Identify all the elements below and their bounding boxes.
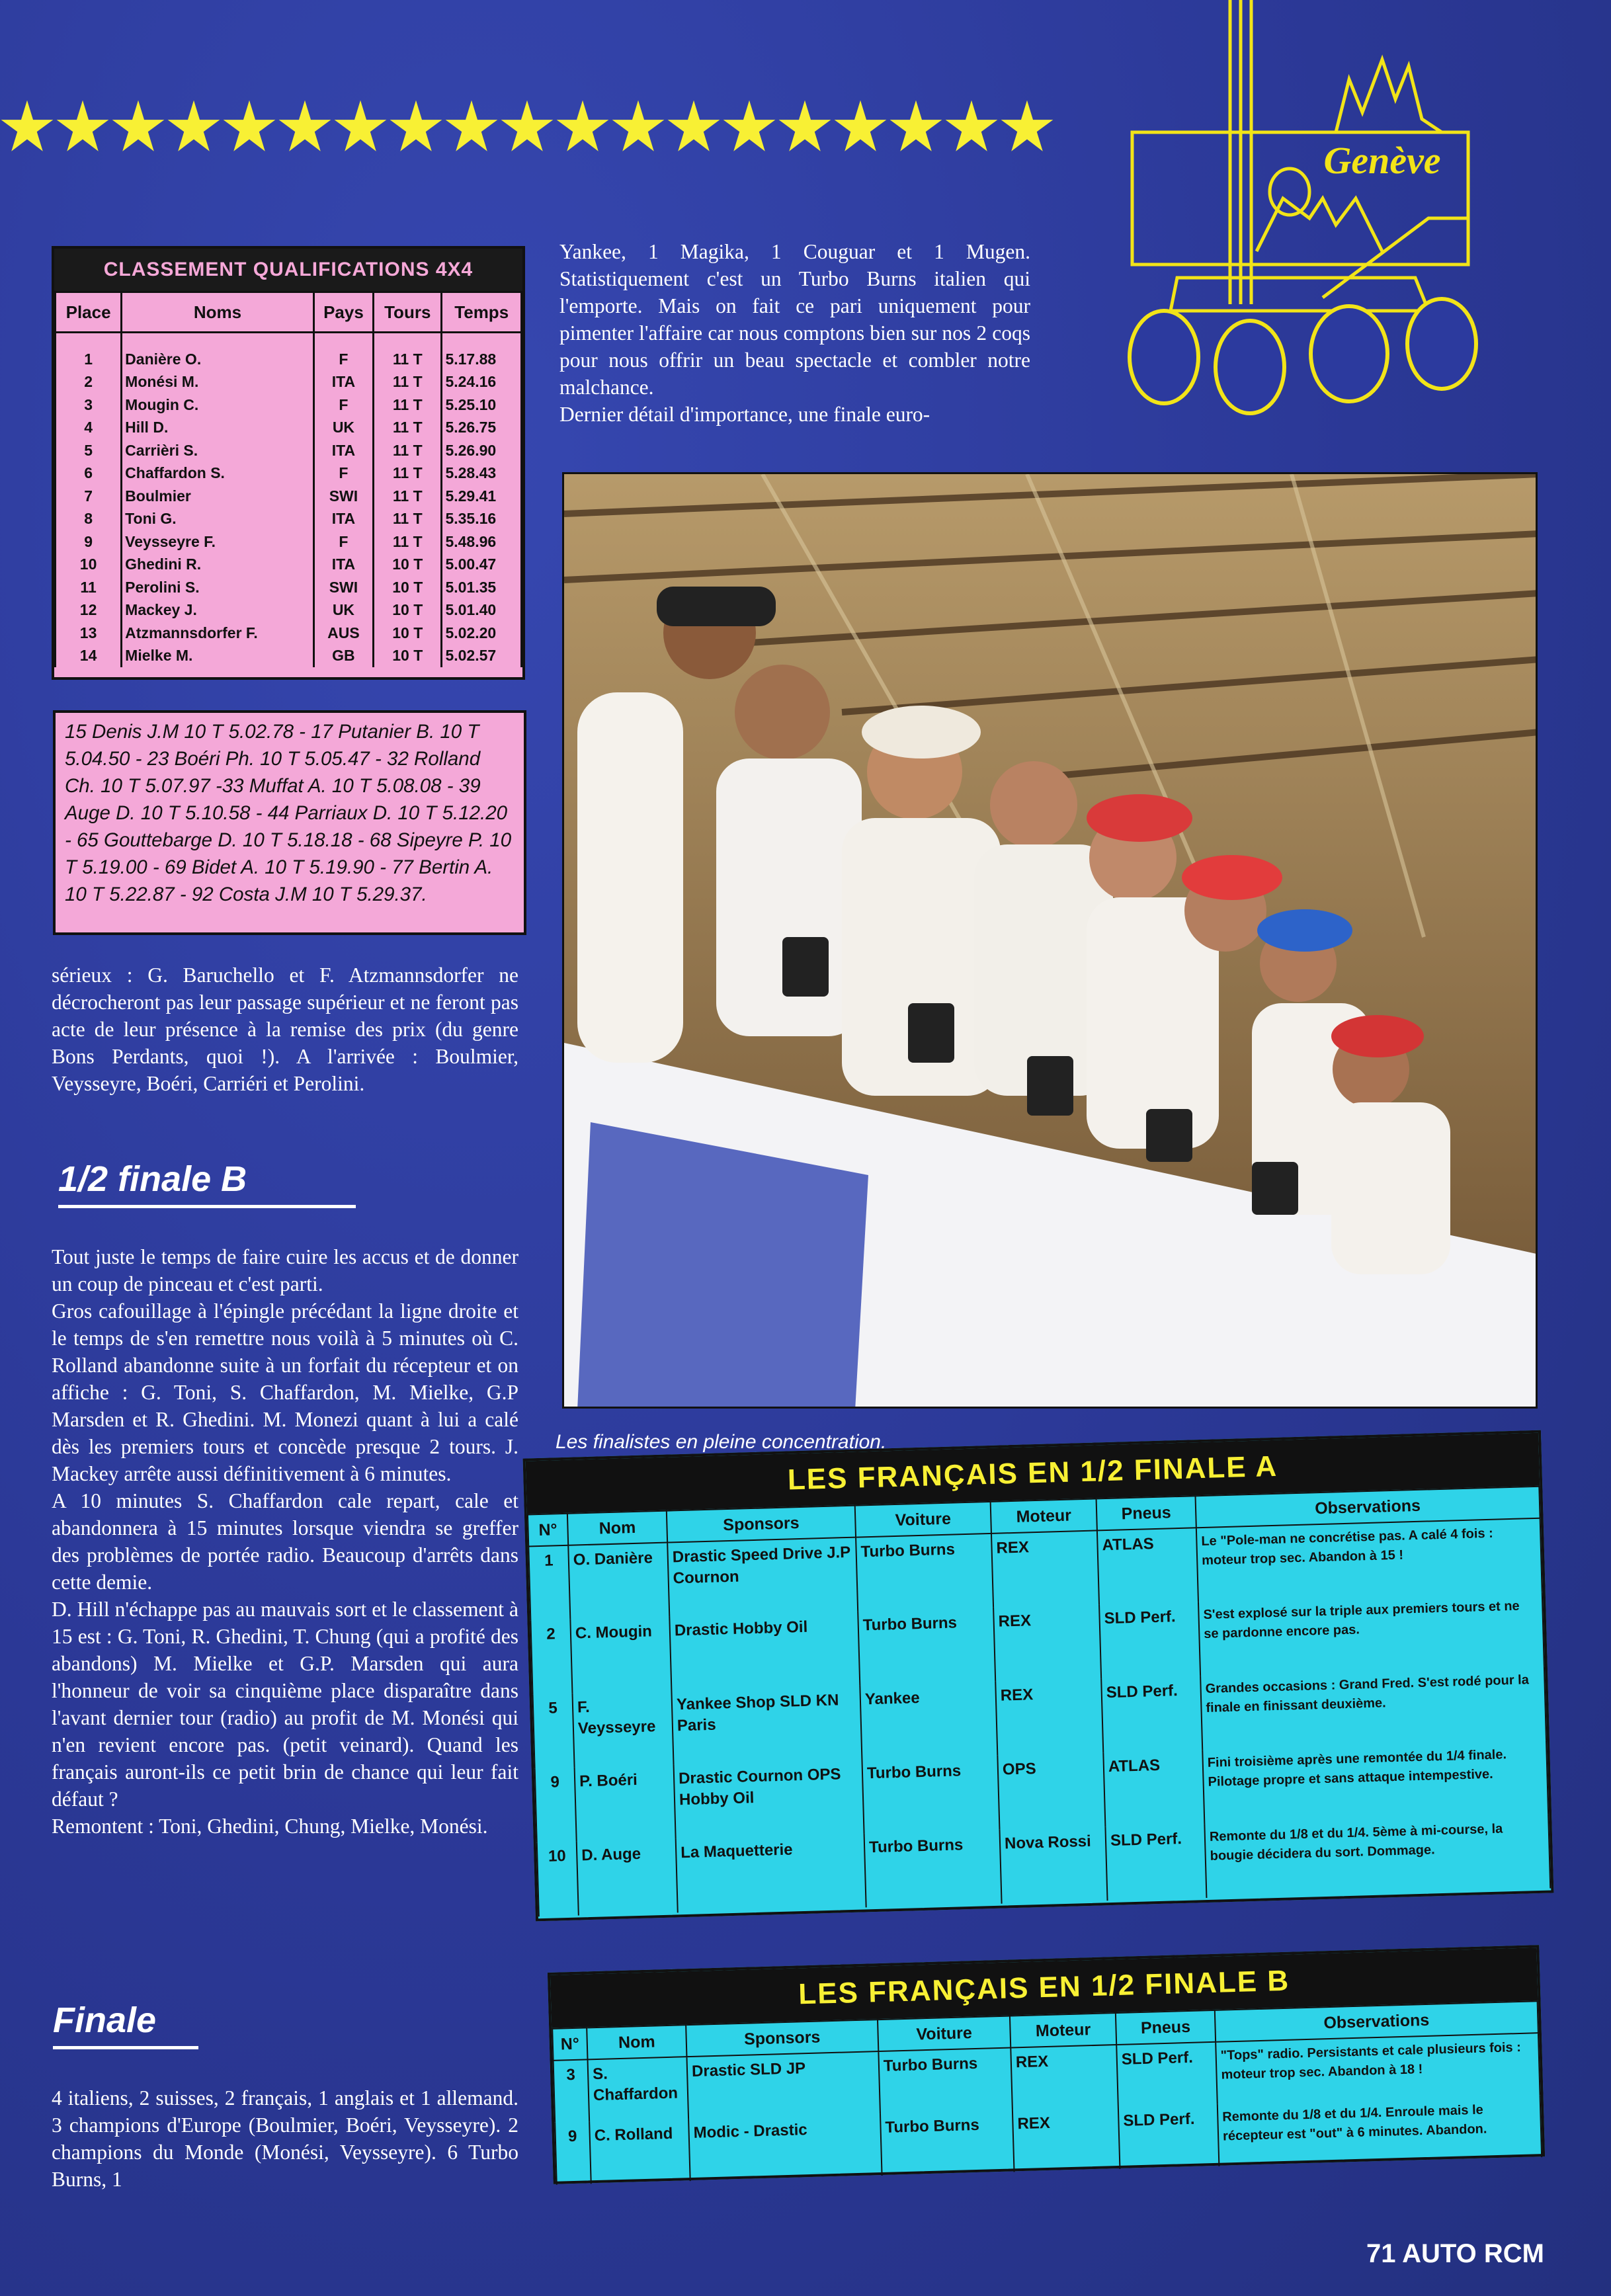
table-cell: SLD Perf. xyxy=(1099,1602,1200,1678)
star-icon xyxy=(167,99,221,153)
table-cell: OPS xyxy=(997,1752,1105,1829)
star-icon xyxy=(778,99,832,153)
qualification-title: CLASSEMENT QUALIFICATIONS 4X4 xyxy=(54,249,522,291)
paragraph: Yankee, 1 Magika, 1 Couguar et 1 Mugen. Statistiquement c'est un Turbo Burns italien qui l'emporte. Mais on fait ce pari uniquement pour pimenter l'affaire car nous comptons bien sur nos 2 coqs pour nous offrir un beau spectacle et combler notre malchance. xyxy=(559,240,1030,399)
table-cell: 5.26.90 xyxy=(442,439,522,462)
table-cell: 11 T xyxy=(374,462,442,485)
table-cell: Drastic Speed Drive J.P Cournon xyxy=(667,1538,858,1617)
table-cell: REX xyxy=(993,1604,1101,1681)
table-cell: Yankee Shop SLD KN Paris xyxy=(671,1686,862,1765)
star-icon xyxy=(278,99,332,153)
table-cell: 10 T xyxy=(374,576,442,599)
table-cell: 5.25.10 xyxy=(442,393,522,417)
table-row xyxy=(56,371,522,394)
table-cell: C. Mougin xyxy=(570,1617,671,1694)
table-cell: REX xyxy=(1011,2045,1118,2110)
table-row xyxy=(56,554,522,577)
table-cell: SWI xyxy=(313,485,373,508)
table-cell: "Tops" radio. Persistants et cale plusieurs fois : moteur trop sec. Abandon à 18 ! xyxy=(1216,2033,1540,2104)
table-cell: Le "Pole-man ne concrétise pas. A calé 4 fois : moteur trop sec. Abandon à 15 ! xyxy=(1196,1518,1542,1602)
table-cell: Danière O. xyxy=(122,333,314,371)
table-cell: F xyxy=(313,393,373,417)
table-row xyxy=(56,333,522,371)
table-row xyxy=(56,622,522,645)
paragraph: Tout juste le temps de faire cuire les accus et de donner un coup de pinceau et c'est parti. xyxy=(52,1245,518,1295)
table-cell: 10 T xyxy=(374,599,442,622)
table-cell: 10 xyxy=(56,554,122,577)
table-cell: Mackey J. xyxy=(122,599,314,622)
table-cell: 11 T xyxy=(374,485,442,508)
paragraph: A 10 minutes S. Chaffardon cale repart, cale et abandonnera à 15 minutes lorsque viendra se greffer des problèmes de portée radio. Beaucoup d'arrêts dans cette demie. xyxy=(52,1489,518,1594)
table-cell: 11 T xyxy=(374,530,442,554)
table-cell: ITA xyxy=(313,508,373,531)
table-cell: Mougin C. xyxy=(122,393,314,417)
table-cell: Turbo Burns xyxy=(856,1534,993,1612)
table-cell: 7 xyxy=(56,485,122,508)
star-icon xyxy=(889,99,943,153)
table-cell: 13 xyxy=(56,622,122,645)
star-icon xyxy=(222,99,276,153)
table-cell: SLD Perf. xyxy=(1118,2104,1219,2169)
table-cell: 1 xyxy=(528,1545,570,1621)
table-cell: 11 xyxy=(56,576,122,599)
table-cell: 5 xyxy=(532,1694,574,1769)
column-header: Pneus xyxy=(1116,2010,1216,2045)
column-header: N° xyxy=(528,1514,568,1547)
table-cell: Hill D. xyxy=(122,417,314,440)
table-cell: 5.00.47 xyxy=(442,554,522,577)
table-demi-finale-a xyxy=(523,1430,1554,1922)
table-cell: REX xyxy=(1012,2107,1120,2172)
table-cell: 11 T xyxy=(374,393,442,417)
table-cell: Drastic Hobby Oil xyxy=(669,1612,860,1691)
column-header: Voiture xyxy=(878,2016,1011,2052)
qualification-table xyxy=(52,246,525,680)
table-cell: F xyxy=(313,333,373,371)
table-cell: 4 xyxy=(56,417,122,440)
column-header: Sponsors xyxy=(667,1506,856,1543)
column-header: Nom xyxy=(587,2025,686,2059)
table-cell: C. Rolland xyxy=(589,2119,690,2184)
column-header: Sponsors xyxy=(686,2020,878,2057)
table-row xyxy=(56,393,522,417)
paragraph: Dernier détail d'importance, une finale euro- xyxy=(559,403,930,426)
table-cell: Turbo Burns xyxy=(878,2047,1012,2113)
table-cell: 10 T xyxy=(374,554,442,577)
table-cell: F xyxy=(313,530,373,554)
star-icon xyxy=(56,99,110,153)
table-b-title: LES FRANÇAIS EN 1/2 FINALE B xyxy=(550,1948,1538,2028)
column-header: Temps xyxy=(442,292,522,333)
table-cell: 5 xyxy=(56,439,122,462)
table-cell: 5.01.40 xyxy=(442,599,522,622)
paragraph: Remontent : Toni, Ghedini, Chung, Mielke, Monési. xyxy=(52,1815,488,1838)
star-icon xyxy=(111,99,165,153)
table-cell: 14 xyxy=(56,645,122,668)
table-cell: 2 xyxy=(56,371,122,394)
table-cell: 2 xyxy=(530,1620,572,1695)
star-icon xyxy=(444,99,499,153)
table-cell: ITA xyxy=(313,371,373,394)
table-cell: S. Chaffardon xyxy=(588,2057,689,2121)
table-row xyxy=(56,645,522,668)
demi-finale-b-text xyxy=(52,1243,518,1840)
column-header: Nom xyxy=(567,1511,667,1545)
paragraph-finale: 4 italiens, 2 suisses, 2 français, 1 anglais et 1 allemand. 3 champions d'Europe (Boulmier, Boéri, Veysseyre). 2 champions du Monde (Monési, Veysseyre). 6 Turbo Burns, 1 xyxy=(52,2086,518,2191)
table-row xyxy=(56,508,522,531)
table-cell: Chaffardon S. xyxy=(122,462,314,485)
table-cell: REX xyxy=(991,1530,1099,1607)
table-cell: 5.35.16 xyxy=(442,508,522,531)
column-header: Pays xyxy=(313,292,373,333)
table-a-title: LES FRANÇAIS EN 1/2 FINALE A xyxy=(526,1433,1540,1514)
table-cell: Ghedini R. xyxy=(122,554,314,577)
table-cell: 11 T xyxy=(374,508,442,531)
table-cell: Turbo Burns xyxy=(864,1830,1002,1908)
table-cell: Atzmannsdorfer F. xyxy=(122,622,314,645)
table-cell: F xyxy=(313,462,373,485)
table-cell: Turbo Burns xyxy=(858,1608,995,1686)
table-row xyxy=(56,485,522,508)
table-cell: 8 xyxy=(56,508,122,531)
table-cell: S'est explosé sur la triple aux premiers tours et ne se pardonne encore pas. xyxy=(1198,1592,1544,1676)
table-cell: Remonte du 1/8 et du 1/4. Enroule mais le récepteur est "out" à 6 minutes. Abandon. xyxy=(1218,2095,1542,2166)
paragraph-serieux: sérieux : G. Baruchello et F. Atzmannsdorfer ne décrocheront pas leur passage supérieur et ne feront pas acte de leur présence à la remise des prix (du genre Bons Perdants, quoi !). A l'arrivée : Boulmier, Veysseyre, Boéri, Carriéri et Perolini. xyxy=(52,964,518,1095)
table-cell: ATLAS xyxy=(1097,1528,1198,1604)
table-cell: Boulmier xyxy=(122,485,314,508)
extra-results-box: 15 Denis J.M 10 T 5.02.78 - 17 Putanier B. 10 T 5.04.50 - 23 Boéri Ph. 10 T 5.05.47 - 32 Rolland Ch. 10 T 5.07.97 -33 Muffat A. 10 T 5.08.08 - 39 Auge D. 10 T 5.10.58 - 44 Parriaux D. 10 T 5.12.20 - 65 Gouttebarge D. 10 T 5.18.18 - 68 Sipeyre P. 10 T 5.19.00 - 69 Bidet A. 10 T 5.19.90 - 77 Bertin A. 10 T 5.22.87 - 92 Costa J.M 10 T 5.29.37. xyxy=(53,710,526,935)
table-cell: Grandes occasions : Grand Fred. S'est rodé pour la finale en finissant deuxième. xyxy=(1200,1666,1546,1750)
table-cell: 10 xyxy=(537,1842,579,1917)
table-cell: 5.24.16 xyxy=(442,371,522,394)
table-cell: 3 xyxy=(56,393,122,417)
table-demi-finale-b xyxy=(548,1945,1545,2184)
table-cell: 11 T xyxy=(374,439,442,462)
table-cell: Yankee xyxy=(860,1682,997,1760)
table-cell: 5.28.43 xyxy=(442,462,522,485)
table-cell: P. Boéri xyxy=(575,1764,676,1841)
table-cell: 5.02.20 xyxy=(442,622,522,645)
table-cell: 5.02.57 xyxy=(442,645,522,668)
column-header: Moteur xyxy=(991,1498,1097,1533)
table-cell: 9 xyxy=(555,2121,591,2184)
table-cell: Drastic SLD JP xyxy=(686,2051,880,2119)
table-cell: Carrièri S. xyxy=(122,439,314,462)
table-cell: La Maquetterie xyxy=(676,1833,866,1912)
column-header: Noms xyxy=(122,292,314,333)
table-cell: SLD Perf. xyxy=(1101,1676,1202,1752)
page-footer: 71 AUTO RCM xyxy=(1366,2239,1544,2268)
table-cell: 1 xyxy=(56,333,122,371)
column-header: Observations xyxy=(1215,2001,1538,2042)
table-cell: 9 xyxy=(56,530,122,554)
photo-caption: Les finalistes en pleine concentration. xyxy=(556,1431,887,1453)
column-header: Tours xyxy=(374,292,442,333)
table-cell: Veysseyre F. xyxy=(122,530,314,554)
table-cell: AUS xyxy=(313,622,373,645)
star-icon xyxy=(389,99,443,153)
table-cell: 5.26.75 xyxy=(442,417,522,440)
table-row xyxy=(56,576,522,599)
heading-demi-finale-b: 1/2 finale B xyxy=(58,1159,356,1208)
star-icon xyxy=(611,99,665,153)
table-cell: ATLAS xyxy=(1103,1750,1204,1826)
star-icon xyxy=(667,99,721,153)
star-icon xyxy=(1000,99,1054,153)
table-cell: Nova Rossi xyxy=(999,1826,1107,1903)
table-cell: Toni G. xyxy=(122,508,314,531)
table-cell: 12 xyxy=(56,599,122,622)
table-cell: Drastic Cournon OPS Hobby Oil xyxy=(674,1759,864,1838)
table-cell: UK xyxy=(313,417,373,440)
column-header: Voiture xyxy=(855,1502,991,1538)
table-cell: 11 T xyxy=(374,333,442,371)
table-cell: Monési M. xyxy=(122,371,314,394)
table-cell: F. Veysseyre xyxy=(572,1690,673,1767)
table-cell: 11 T xyxy=(374,371,442,394)
table-cell: 10 T xyxy=(374,645,442,668)
table-cell: 5.29.41 xyxy=(442,485,522,508)
column-header: Place xyxy=(56,292,122,333)
paragraph: D. Hill n'échappe pas au mauvais sort et le classement à 15 est : G. Toni, R. Ghedini, T. Chung (qui a profité des abandons) M. Mielke et G.P. Marsden qui aura l'honneur de voir sa cinquième place disparaître dans l'avant dernier tour (radio) au profit de M. Monési qui n'en revient encore pas. (petit veinard). Quand les français auront-ils ce petit brin de chance qui leur fait défaut ? xyxy=(52,1598,518,1811)
table-row xyxy=(56,417,522,440)
table-cell: 5.48.96 xyxy=(442,530,522,554)
table-cell: ITA xyxy=(313,554,373,577)
table-row xyxy=(56,462,522,485)
table-cell: 6 xyxy=(56,462,122,485)
column-header: Pneus xyxy=(1096,1496,1196,1530)
table-cell: SLD Perf. xyxy=(1105,1824,1206,1901)
table-cell: SLD Perf. xyxy=(1116,2042,1218,2107)
table-cell: 9 xyxy=(535,1768,577,1843)
star-row xyxy=(0,99,1085,198)
table-cell: 10 T xyxy=(374,622,442,645)
table-row xyxy=(56,599,522,622)
column-b-text xyxy=(559,238,1030,428)
paragraph: Gros cafouillage à l'épingle précédant la ligne droite et le temps de s'en remettre nous voilà à 5 minutes où C. Rolland abandonne suite à un forfait du récepteur et on affiche : G. Toni, S. Chaffardon, M. Mielke, G.P Marsden et R. Ghedini. M. Monezi quant à lui a calé dès les premiers tours et concède presque 2 tours. J. Mackey arrête aussi définitivement à 6 minutes. xyxy=(52,1299,518,1485)
table-cell: 5.01.35 xyxy=(442,576,522,599)
table-cell: 11 T xyxy=(374,417,442,440)
logo-text: Genève xyxy=(1323,139,1441,182)
table-cell: Fini troisième après une remontée du 1/4 finale. Pilotage propre et sans attaque intempestive. xyxy=(1202,1741,1548,1824)
table-cell: 5.17.88 xyxy=(442,333,522,371)
heading-finale: Finale xyxy=(53,2000,198,2049)
table-cell: SWI xyxy=(313,576,373,599)
table-cell: REX xyxy=(995,1678,1103,1755)
table-cell: Perolini S. xyxy=(122,576,314,599)
table-cell: ITA xyxy=(313,439,373,462)
star-icon xyxy=(722,99,776,153)
column-header: Observations xyxy=(1196,1487,1540,1528)
table-cell: Modic - Drastic xyxy=(688,2113,882,2181)
star-icon xyxy=(833,99,888,153)
column-header: N° xyxy=(552,2028,587,2060)
star-icon xyxy=(333,99,388,153)
table-cell: 3 xyxy=(554,2059,590,2122)
table-cell: O. Danière xyxy=(568,1543,669,1620)
geneve-buggy-logo xyxy=(1071,0,1508,423)
table-row xyxy=(56,530,522,554)
table-cell: UK xyxy=(313,599,373,622)
table-cell: Turbo Burns xyxy=(880,2110,1014,2176)
photo-finalists xyxy=(562,472,1538,1409)
table-cell: GB xyxy=(313,645,373,668)
star-icon xyxy=(500,99,554,153)
table-cell: Remonte du 1/8 et du 1/4. 5ème à mi-course, la bougie décidera du sort. Dommage. xyxy=(1204,1815,1550,1898)
column-header: Moteur xyxy=(1010,2013,1116,2047)
star-icon xyxy=(0,99,54,153)
star-icon xyxy=(556,99,610,153)
table-cell: D. Auge xyxy=(577,1838,678,1915)
table-row xyxy=(56,439,522,462)
star-icon xyxy=(944,99,999,153)
table-cell: Turbo Burns xyxy=(862,1756,999,1834)
table-cell: Mielke M. xyxy=(122,645,314,668)
